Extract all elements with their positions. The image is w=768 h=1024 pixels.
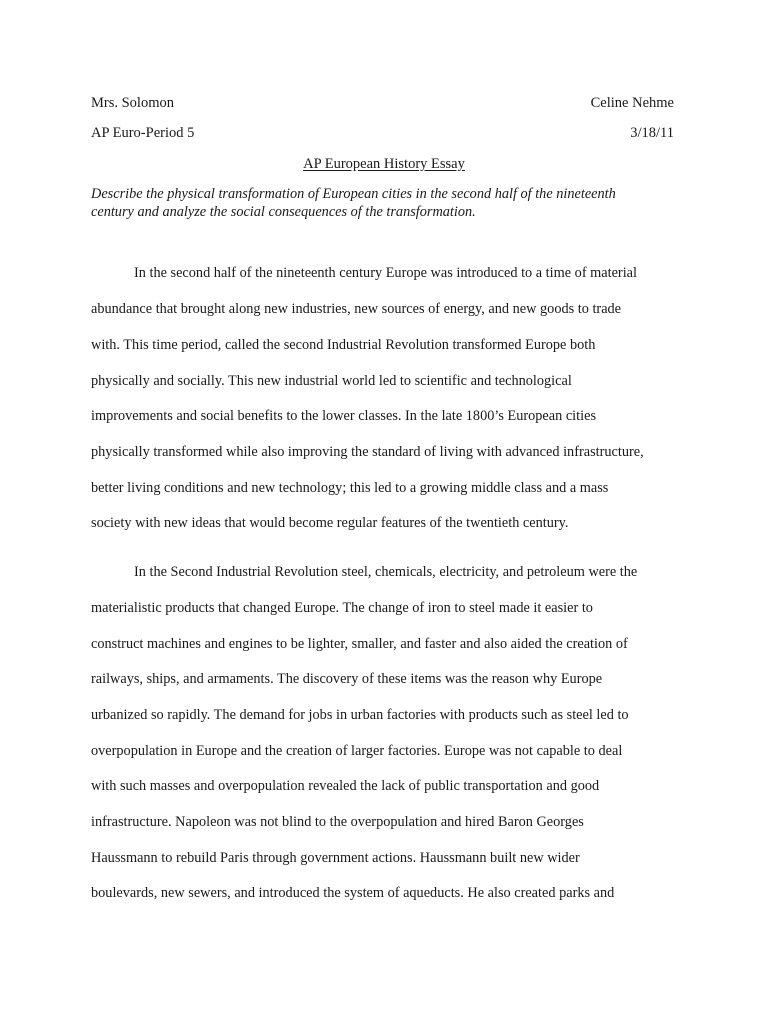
paragraph-line: with. This time period, called the second Industrial Revolution transformed Europe both — [91, 337, 596, 353]
paragraph-line: railways, ships, and armaments. The discovery of these items was the reason why Europe — [91, 671, 603, 687]
paragraph-line: construct machines and engines to be lighter, smaller, and faster and also aided the creation of — [91, 636, 628, 652]
paragraph-line: In the Second Industrial Revolution steel, chemicals, electricity, and petroleum were the — [134, 564, 638, 580]
essay-prompt — [91, 185, 681, 221]
essay-title-text: AP European History Essay — [303, 156, 465, 172]
essay-date: 3/18/11 — [630, 125, 674, 141]
prompt-line: century and analyze the social consequences of the transformation. — [91, 204, 476, 220]
course-period: AP Euro-Period 5 — [91, 125, 195, 141]
prompt-line: Describe the physical transformation of European cities in the second half of the nineteenth — [91, 186, 616, 202]
teacher-name: Mrs. Solomon — [91, 95, 174, 111]
student-name: Celine Nehme — [590, 95, 674, 111]
paragraph-line: infrastructure. Napoleon was not blind to the overpopulation and hired Baron Georges — [91, 814, 584, 830]
paragraph-line: better living conditions and new technology; this led to a growing middle class and a mass — [91, 480, 609, 496]
paragraph-line: overpopulation in Europe and the creation of larger factories. Europe was not capable to deal — [91, 743, 623, 759]
paragraph-line: urbanized so rapidly. The demand for jobs in urban factories with products such as steel led to — [91, 707, 629, 723]
paragraph-line: physically and socially. This new industrial world led to scientific and technological — [91, 373, 572, 389]
essay-title — [0, 155, 768, 173]
paragraph-line: Haussmann to rebuild Paris through government actions. Haussmann built new wider — [91, 850, 580, 866]
paragraph-line: with such masses and overpopulation revealed the lack of public transportation and good — [91, 778, 600, 794]
paragraph-line: boulevards, new sewers, and introduced the system of aqueducts. He also created parks and — [91, 885, 615, 901]
paragraph-line: abundance that brought along new industries, new sources of energy, and new goods to trade — [91, 301, 622, 317]
paragraph-line: society with new ideas that would become regular features of the twentieth century. — [91, 515, 569, 531]
paragraph-line: improvements and social benefits to the lower classes. In the late 1800’s European cities — [91, 408, 597, 424]
paragraph-line: In the second half of the nineteenth century Europe was introduced to a time of material — [134, 265, 637, 281]
paragraph-line: physically transformed while also improving the standard of living with advanced infrastructure, — [91, 444, 644, 460]
paragraph-line: materialistic products that changed Europe. The change of iron to steel made it easier to — [91, 600, 593, 616]
